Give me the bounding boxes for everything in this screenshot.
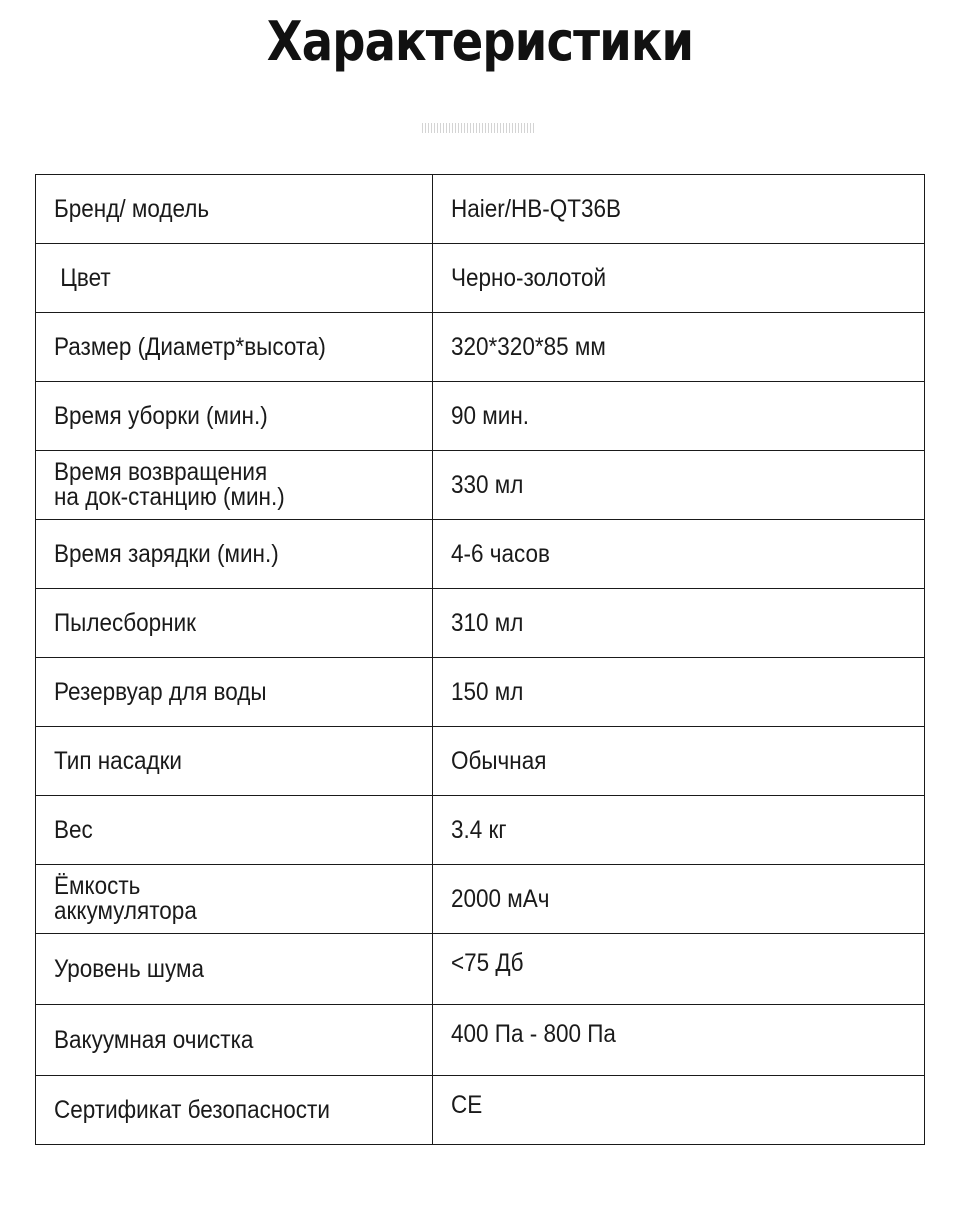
- spec-value: Обычная: [451, 746, 547, 775]
- specifications-table: [35, 174, 925, 1145]
- table-row: [36, 865, 925, 934]
- spec-value-cell: [433, 1005, 925, 1076]
- spec-label-cell: [36, 244, 433, 313]
- spec-label-cell: [36, 658, 433, 727]
- spec-value: 2000 мАч: [451, 884, 550, 913]
- table-row: [36, 727, 925, 796]
- spec-value: 150 мл: [451, 677, 524, 706]
- spec-label-cell: [36, 1076, 433, 1145]
- spec-value: <75 Дб: [451, 949, 524, 977]
- spec-label: Пылесборник: [54, 608, 196, 637]
- spec-value: 90 мин.: [451, 401, 530, 430]
- spec-label: Вакуумная очистка: [54, 1025, 254, 1054]
- table-row: [36, 382, 925, 451]
- table-row: [36, 451, 925, 520]
- spec-value: 320*320*85 мм: [451, 332, 606, 361]
- spec-label-cell: [36, 382, 433, 451]
- spec-value: 310 мл: [451, 608, 524, 637]
- spec-value-cell: [433, 865, 925, 934]
- spec-value-cell: [433, 1076, 925, 1145]
- spec-label: Бренд/ модель: [54, 194, 210, 223]
- spec-value-cell: [433, 451, 925, 520]
- spec-value-cell: [433, 934, 925, 1005]
- spec-label-cell: [36, 796, 433, 865]
- table-row: [36, 1076, 925, 1145]
- table-row: [36, 175, 925, 244]
- spec-value-cell: [433, 175, 925, 244]
- table-row: [36, 1005, 925, 1076]
- spec-label: Уровень шума: [54, 954, 204, 983]
- decorative-divider: [422, 123, 536, 133]
- table-row: [36, 244, 925, 313]
- table-row: [36, 589, 925, 658]
- spec-value-cell: [433, 244, 925, 313]
- spec-value-cell: [433, 658, 925, 727]
- spec-label: Время уборки (мин.): [54, 401, 268, 430]
- spec-label: Цвет: [54, 263, 111, 292]
- spec-label: Резервуар для воды: [54, 677, 267, 706]
- spec-value: CE: [451, 1091, 483, 1119]
- spec-label-cell: [36, 865, 433, 934]
- table-row: [36, 313, 925, 382]
- spec-value-cell: [433, 520, 925, 589]
- spec-label-cell: [36, 313, 433, 382]
- spec-value-cell: [433, 313, 925, 382]
- spec-label: Тип насадки: [54, 746, 183, 775]
- spec-value: Haier/HB-QT36B: [451, 194, 622, 223]
- spec-value-cell: [433, 727, 925, 796]
- spec-label: Время возвращения на док-станцию (мин.): [54, 458, 285, 511]
- spec-label-cell: [36, 934, 433, 1005]
- table-row: [36, 658, 925, 727]
- spec-value-cell: [433, 382, 925, 451]
- spec-value-cell: [433, 796, 925, 865]
- spec-value-cell: [433, 589, 925, 658]
- page-title: Характеристики: [266, 10, 694, 73]
- spec-label: Время зарядки (мин.): [54, 539, 279, 568]
- spec-label: Вес: [54, 815, 93, 844]
- spec-label-cell: [36, 520, 433, 589]
- spec-value: 3.4 кг: [451, 815, 507, 844]
- spec-label-cell: [36, 175, 433, 244]
- spec-value: 4-6 часов: [451, 539, 550, 568]
- table-row: [36, 520, 925, 589]
- table-row: [36, 934, 925, 1005]
- table-row: [36, 796, 925, 865]
- spec-label-cell: [36, 451, 433, 520]
- spec-label-cell: [36, 1005, 433, 1076]
- spec-value: 330 мл: [451, 470, 524, 499]
- spec-label: Ёмкость аккумулятора: [54, 872, 197, 925]
- spec-label-cell: [36, 589, 433, 658]
- spec-label-cell: [36, 727, 433, 796]
- spec-label: Размер (Диаметр*высота): [54, 332, 326, 361]
- spec-label: Сертификат безопасности: [54, 1095, 330, 1124]
- spec-value: 400 Па - 800 Па: [451, 1020, 616, 1048]
- spec-value: Черно-золотой: [451, 263, 607, 292]
